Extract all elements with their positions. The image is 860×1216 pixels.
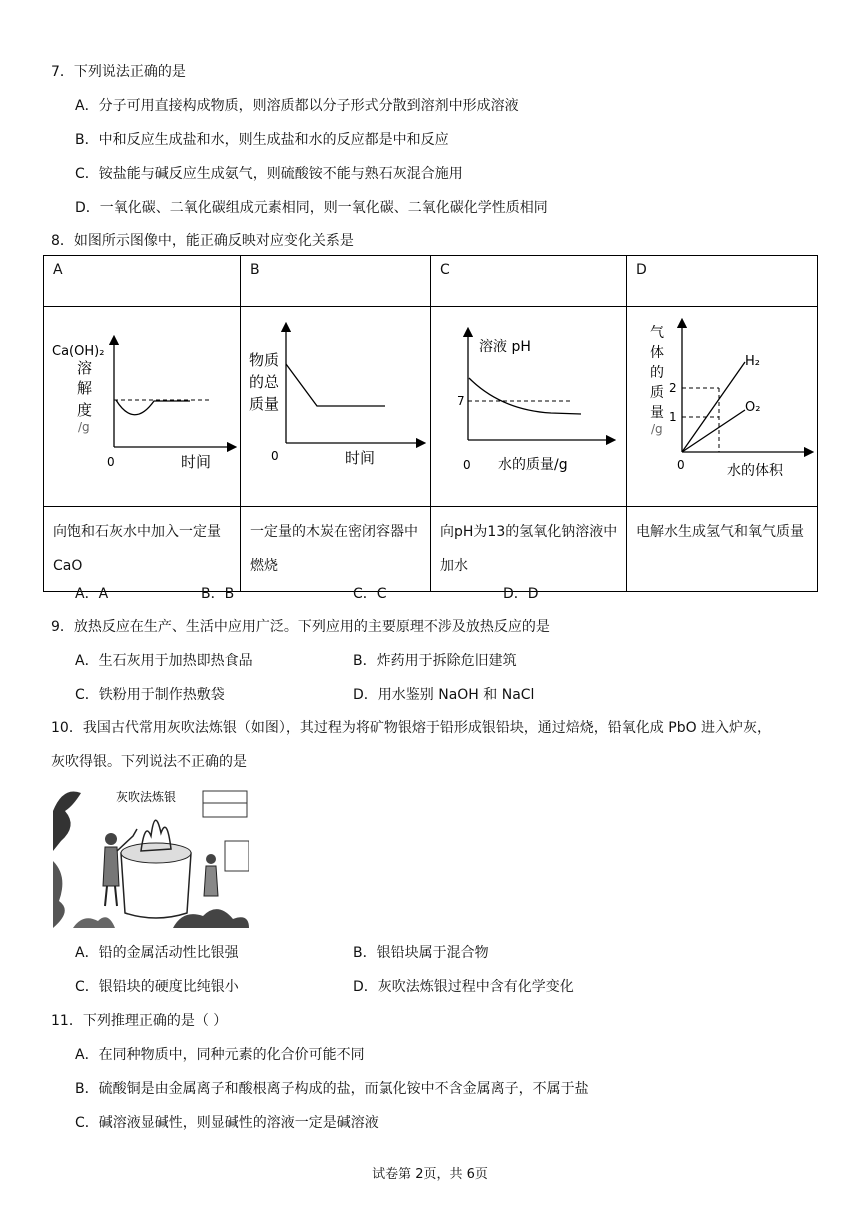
q8-option-c: C．C — [353, 586, 387, 602]
graph-b-ylabel-3: 质量 — [249, 395, 280, 413]
graph-a-cell — [44, 307, 241, 507]
graph-b-cell — [241, 307, 431, 507]
col-a-caption: 向饱和石灰水中加入一定量 CaO — [44, 507, 241, 592]
q10-option-b: B．银铅块属于混合物 — [353, 945, 489, 961]
graph-c-ylabel: 溶液 pH — [479, 339, 531, 355]
graph-a-origin: 0 — [107, 455, 115, 469]
col-b-caption: 一定量的木炭在密闭容器中燃烧 — [241, 507, 431, 592]
graph-b — [241, 307, 431, 502]
q8-option-b: B．B — [201, 586, 235, 602]
graph-a-ylabel-unit: /g — [78, 420, 90, 434]
q10-option-a: A．铅的金属活动性比银强 — [75, 945, 239, 961]
q7-option-d: D．一氧化碳、二氧化碳组成元素相同，则一氧化碳、二氧化碳化学性质相同 — [75, 200, 548, 216]
q10-stem-line1: 10．我国古代常用灰吹法炼银（如图），其过程为将矿物银熔于铅形成银铅块，通过焙烧，铅氧化成 PbO 进入炉灰， — [51, 720, 772, 736]
q9-option-a: A．生石灰用于加热即热食品 — [75, 653, 253, 669]
graph-a-xlabel: 时间 — [181, 453, 212, 471]
graph-c-xlabel: 水的质量/g — [498, 457, 568, 473]
graph-d-ylabel-3: 的 — [650, 365, 664, 381]
page-footer: 试卷第 2页，共 6页 — [372, 1167, 488, 1182]
col-a-label: A — [44, 256, 241, 307]
graph-a-ylabel-2: 解 — [77, 379, 93, 397]
graph-d-series-o2: O₂ — [745, 400, 761, 415]
graph-c-origin: 0 — [463, 458, 471, 472]
q9-stem: 9．放热反应在生产、生活中应用广泛。下列应用的主要原理不涉及放热反应的是 — [51, 619, 550, 635]
col-b-label: B — [241, 256, 431, 307]
q7-stem: 7．下列说法正确的是 — [51, 64, 186, 80]
q9-option-b: B．炸药用于拆除危旧建筑 — [353, 653, 517, 669]
q8-graph-table — [43, 255, 818, 592]
q9-option-d: D．用水鉴别 NaOH 和 NaCl — [353, 687, 535, 703]
silver-smelting-illustration — [53, 781, 249, 928]
graph-d-origin: 0 — [677, 458, 685, 472]
graph-d-tick-1: 1 — [669, 410, 677, 424]
graph-c — [431, 307, 627, 502]
q7-option-c: C．铵盐能与碱反应生成氨气，则硫酸铵不能与熟石灰混合施用 — [75, 166, 463, 182]
graph-d-ylabel-5: 量 — [650, 405, 664, 421]
col-c-caption: 向pH为13的氢氧化钠溶液中加水 — [431, 507, 627, 592]
q9-option-c: C．铁粉用于制作热敷袋 — [75, 687, 225, 703]
q8-option-a: A．A — [75, 586, 109, 602]
graph-b-origin: 0 — [271, 449, 279, 463]
q7-option-b: B．中和反应生成盐和水，则生成盐和水的反应都是中和反应 — [75, 132, 449, 148]
q8-option-d: D．D — [503, 586, 539, 602]
graph-a-ylabel-3: 度 — [77, 401, 93, 419]
graph-d-xlabel: 水的体积 — [727, 463, 783, 479]
col-d-label: D — [627, 256, 818, 307]
graph-a — [44, 307, 241, 502]
q11-stem: 11．下列推理正确的是（ ） — [51, 1013, 228, 1029]
illustration-caption: 灰吹法炼银 — [116, 790, 177, 804]
smelting-drawing — [53, 781, 249, 928]
q7-option-a: A．分子可用直接构成物质，则溶质都以分子形式分散到溶剂中形成溶液 — [75, 98, 519, 114]
col-d-caption: 电解水生成氢气和氧气质量 — [627, 507, 818, 592]
graph-a-ylabel-top: Ca(OH)₂ — [52, 344, 105, 359]
graph-c-tick-7: 7 — [457, 394, 465, 408]
q11-option-b: B．硫酸铜是由金属离子和酸根离子构成的盐，而氯化铵中不含金属离子，不属于盐 — [75, 1081, 589, 1097]
q11-option-c: C．碱溶液显碱性，则显碱性的溶液一定是碱溶液 — [75, 1115, 379, 1131]
graph-d-cell — [627, 307, 818, 507]
graph-d-ylabel-1: 气 — [650, 325, 664, 341]
graph-d-ylabel-4: 质 — [650, 385, 664, 401]
q8-stem: 8．如图所示图像中，能正确反映对应变化关系是 — [51, 233, 354, 249]
graph-a-ylabel-1: 溶 — [77, 359, 93, 377]
graph-b-ylabel-1: 物质 — [249, 351, 280, 369]
graph-d — [627, 307, 818, 502]
graph-b-ylabel-2: 的总 — [249, 373, 280, 391]
graph-b-xlabel: 时间 — [345, 449, 376, 467]
q10-stem-line2: 灰吹得银。下列说法不正确的是 — [51, 754, 247, 770]
col-c-label: C — [431, 256, 627, 307]
graph-d-tick-2: 2 — [669, 381, 677, 395]
graph-d-ylabel-unit: /g — [651, 422, 663, 436]
graph-d-ylabel-2: 体 — [650, 345, 664, 361]
q10-option-c: C．银铅块的硬度比纯银小 — [75, 979, 239, 995]
q10-option-d: D．灰吹法炼银过程中含有化学变化 — [353, 979, 574, 995]
graph-d-series-h2: H₂ — [745, 354, 760, 369]
q11-option-a: A．在同种物质中，同种元素的化合价可能不同 — [75, 1047, 365, 1063]
graph-c-cell — [431, 307, 627, 507]
